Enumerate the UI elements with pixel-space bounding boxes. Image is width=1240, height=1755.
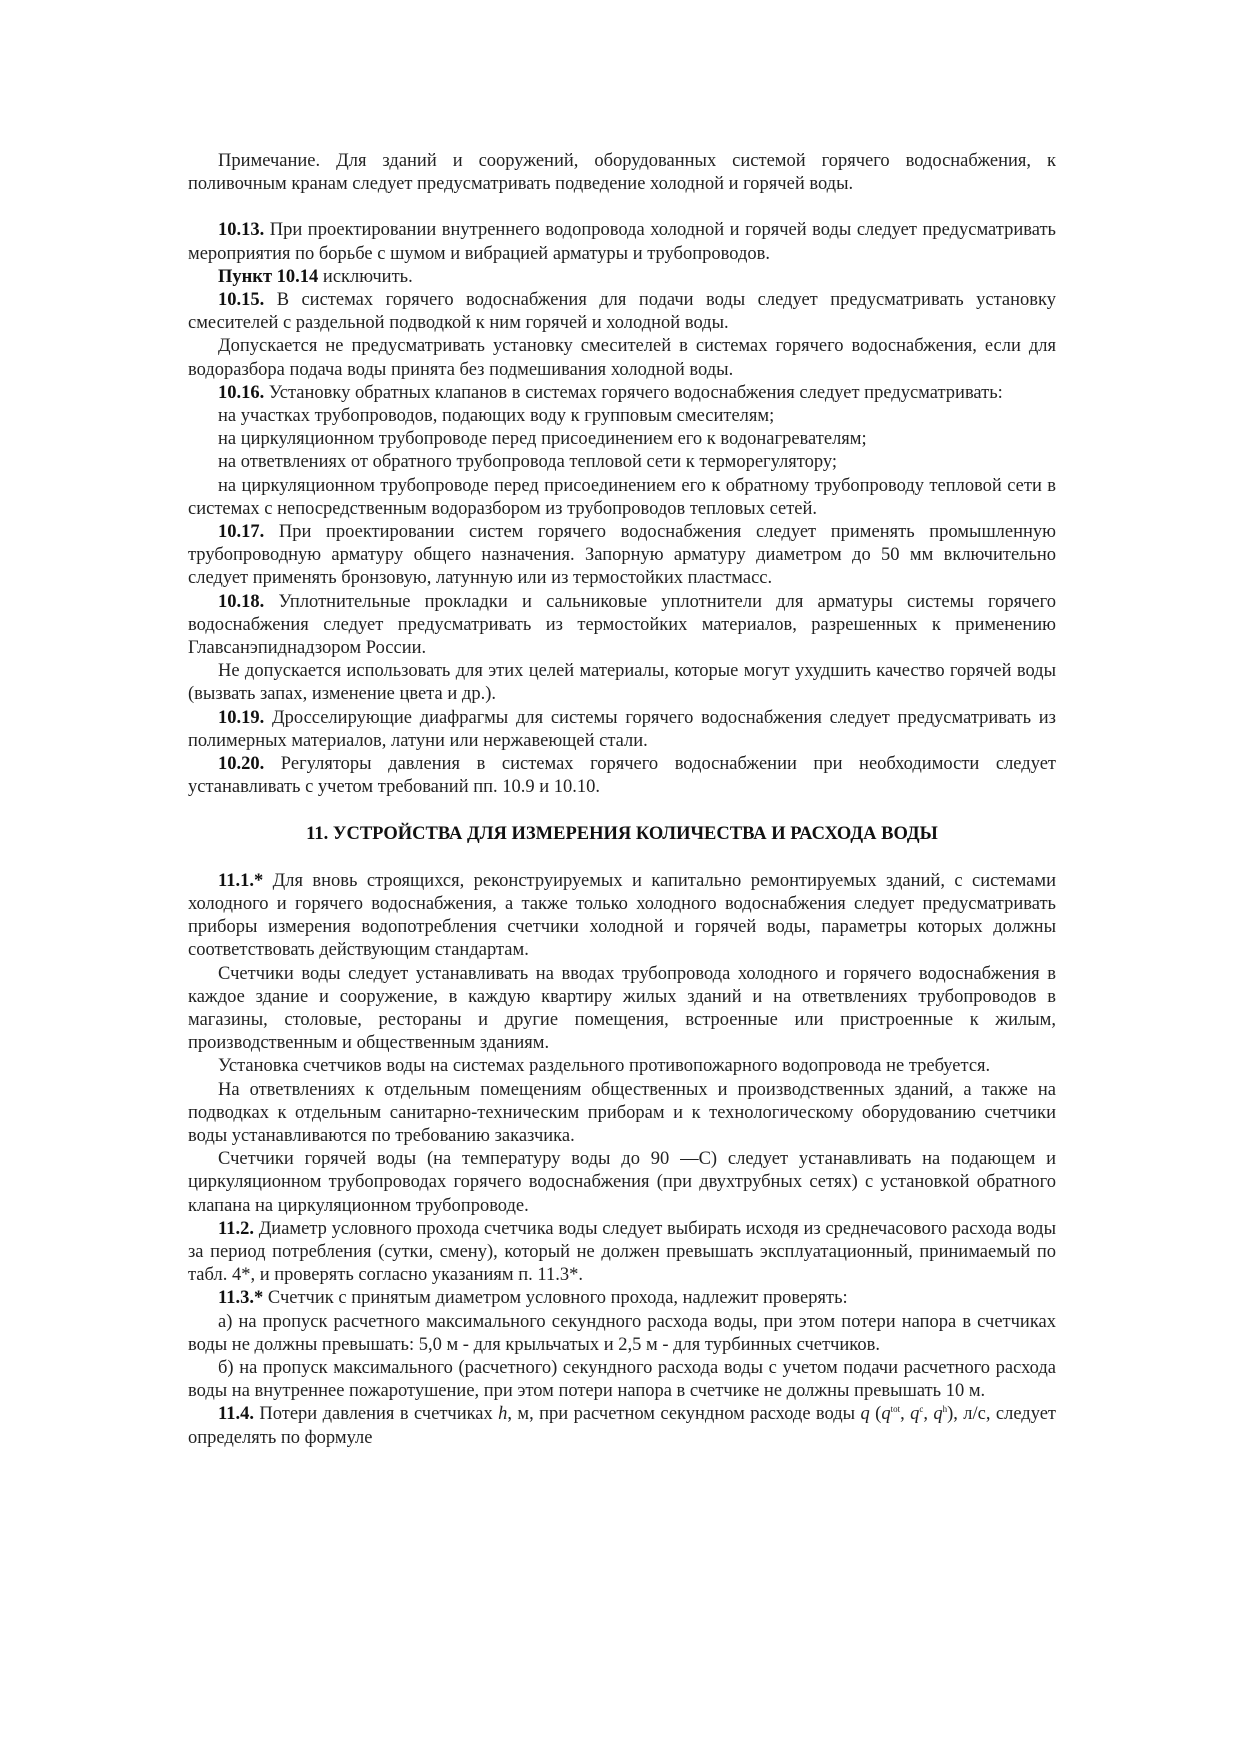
clause-10-20 xyxy=(188,753,1056,799)
clause-number: 11.2. xyxy=(218,1218,254,1239)
clause-text: В системах горячего водоснабжения для подачи воды следует предусматривать установку смесителей с раздельной подводкой к ним горячей и холодной воды. xyxy=(188,290,1056,334)
clause-text: ( xyxy=(869,1404,882,1425)
clause-text: При проектировании систем горячего водоснабжения следует применять промышленную трубопроводную арматуру общего назначения. Запорную арматуру диаметром до 50 мм включительно следует применять бронзовую, латунную или из термостойких пластмасс. xyxy=(188,522,1056,589)
clause-11-1 xyxy=(188,870,1056,963)
superscript-tot: tot xyxy=(890,1404,901,1415)
separator: , xyxy=(923,1404,934,1425)
list-item: на циркуляционном трубопроводе перед присоединением его к водонагревателям; xyxy=(218,429,867,450)
clause-number: 10.17. xyxy=(218,522,265,543)
clause-number: 11.4. xyxy=(218,1404,254,1425)
symbol-h: h xyxy=(498,1404,508,1425)
note-paragraph: Примечание. Для зданий и сооружений, оборудованных системой горячего водоснабжения, к поливочным кранам следует предусматривать подведение холодной и горячей воды. xyxy=(188,151,1056,195)
clause-10-18-continuation: Не допускается использовать для этих целей материалы, которые могут ухудшить качество горячей воды (вызвать запах, изменение цвета и др.). xyxy=(188,661,1056,705)
clause-text: исключить. xyxy=(318,266,413,287)
clause-11-4 xyxy=(188,1403,1056,1449)
clause-number: 10.16. xyxy=(218,382,265,403)
clause-11-3-item-a: а) на пропуск расчетного максимального секундного расхода воды, при этом потери напора в счетчиках воды не должны превышать: 5,0 м - для крыльчатых и 2,5 м - для турбинных счетчиков. xyxy=(188,1311,1056,1355)
clause-11-1-paragraph-4: На ответвлениях к отдельным помещениям общественных и производственных зданий, а также на подводках к отдельным санитарно-техническим приборам и к технологическому оборудованию счетчики воды устанавливаются по требованию заказчика. xyxy=(188,1079,1056,1146)
document-page xyxy=(188,150,1056,1450)
clause-11-1-paragraph-5: Счетчики горячей воды (на температуру воды до 90 —С) следует устанавливать на подающем и циркуляционном трубопроводах горячего водоснабжения (при двухтрубных сетях) с установкой обратного клапана на циркуляционном трубопроводе. xyxy=(188,1149,1056,1216)
clause-number: 11.1.* xyxy=(218,870,264,891)
section-11-heading: 11. УСТРОЙСТВА ДЛЯ ИЗМЕРЕНИЯ КОЛИЧЕСТВА И РАСХОДА ВОДЫ xyxy=(306,824,938,845)
clause-number: 10.18. xyxy=(218,591,265,612)
clause-10-15 xyxy=(188,289,1056,335)
clause-text: Диаметр условного прохода счетчика воды следует выбирать исходя из среднечасового расхода воды за период потребления (сутки, смену), который не должен превышать эксплуатационный, принимаемый по табл. 4*, и проверять согласно указаниям п. 11.3*. xyxy=(188,1218,1056,1286)
list-item: на участках трубопроводов, подающих воду к групповым смесителям; xyxy=(218,406,775,427)
clause-11-1-paragraph-2: Счетчики воды следует устанавливать на вводах трубопровода холодного и горячего водоснабжения в каждое здание и сооружение, в каждую квартиру жилых зданий и на ответвлениях трубопроводов в магазины, столовые, рестораны и другие помещения, встроенные или пристроенные к жилым, производственным и общественным зданиям. xyxy=(188,963,1056,1054)
clause-10-19 xyxy=(188,707,1056,753)
clause-text: Дросселирующие диафрагмы для системы горячего водоснабжения следует предусматривать из полимерных материалов, латуни или нержавеющей стали. xyxy=(188,707,1056,751)
clause-11-3-item-b: б) на пропуск максимального (расчетного) секундного расхода воды с учетом подачи расчетного расхода воды на внутреннее пожаротушение, при этом потери напора в счетчике не должны превышать 10 м. xyxy=(188,1357,1056,1402)
clause-10-17 xyxy=(188,521,1056,591)
separator: , xyxy=(900,1404,911,1425)
superscript-h: h xyxy=(942,1404,948,1415)
clause-text: Регуляторы давления в системах горячего водоснабжении при необходимости следует устанавливать с учетом требований пп. 10.9 и 10.10. xyxy=(188,754,1056,798)
clause-text: Установку обратных клапанов в системах горячего водоснабжения следует предусматривать: xyxy=(264,382,1003,403)
clause-number: 10.13. xyxy=(218,220,265,241)
symbol-q: q xyxy=(933,1404,943,1425)
list-item: на циркуляционном трубопроводе перед присоединением его к обратному трубопроводу тепловой сети в системах с непосредственным водоразбором из трубопроводов тепловых сетей. xyxy=(188,475,1056,519)
clause-text: Потери давления в счетчиках xyxy=(253,1404,499,1425)
clause-10-18 xyxy=(188,591,1056,661)
clause-text: При проектировании внутреннего водопровода холодной и горячей воды следует предусматривать мероприятия по борьбе с шумом и вибрацией арматуры и трубопроводов. xyxy=(188,220,1056,264)
clause-text: Счетчик с принятым диаметром условного прохода, надлежит проверять: xyxy=(263,1288,848,1309)
clause-11-3 xyxy=(188,1287,1056,1310)
symbol-q: q xyxy=(860,1404,870,1425)
symbol-q: q xyxy=(881,1404,891,1425)
clause-number: 11.3.* xyxy=(218,1288,264,1309)
clause-text: Для вновь строящихся, реконструируемых и капитально ремонтируемых зданий, с системами холодного и горячего водоснабжения, а также только холодного водоснабжения следует предусматривать приборы измерения водопотребления счетчики холодной и горячей воды, параметры которых должны соответствовать действующим стандартам. xyxy=(188,870,1056,961)
clause-number: 10.20. xyxy=(218,754,265,775)
symbol-q: q xyxy=(910,1404,920,1425)
clause-10-15-continuation: Допускается не предусматривать установку смесителей в системах горячего водоснабжения, если для водоразбора подача воды принята без подмешивания холодной воды. xyxy=(188,336,1056,380)
list-item: на ответвлениях от обратного трубопровода тепловой сети к терморегулятору; xyxy=(218,452,838,473)
clause-text: ), л/с, следует определять по формуле xyxy=(188,1404,1057,1448)
clause-text: , м, при расчетном секундном расходе воды xyxy=(507,1404,861,1425)
clause-11-2 xyxy=(188,1218,1056,1288)
clause-10-13 xyxy=(188,219,1056,265)
clause-number: 10.15. xyxy=(218,290,265,311)
clause-11-1-paragraph-3: Установка счетчиков воды на системах раздельного противопожарного водопровода не требуется. xyxy=(218,1056,991,1077)
clause-10-16 xyxy=(188,382,1056,405)
clause-number: Пункт 10.14 xyxy=(218,266,319,287)
superscript-c: c xyxy=(919,1404,924,1415)
clause-text: Уплотнительные прокладки и сальниковые уплотнители для арматуры системы горячего водоснабжения следует предусматривать из термостойких материалов, разрешенных к применению Главсанэпиднадзором России. xyxy=(188,591,1056,659)
clause-10-14 xyxy=(188,266,1056,289)
clause-number: 10.19. xyxy=(218,707,265,728)
